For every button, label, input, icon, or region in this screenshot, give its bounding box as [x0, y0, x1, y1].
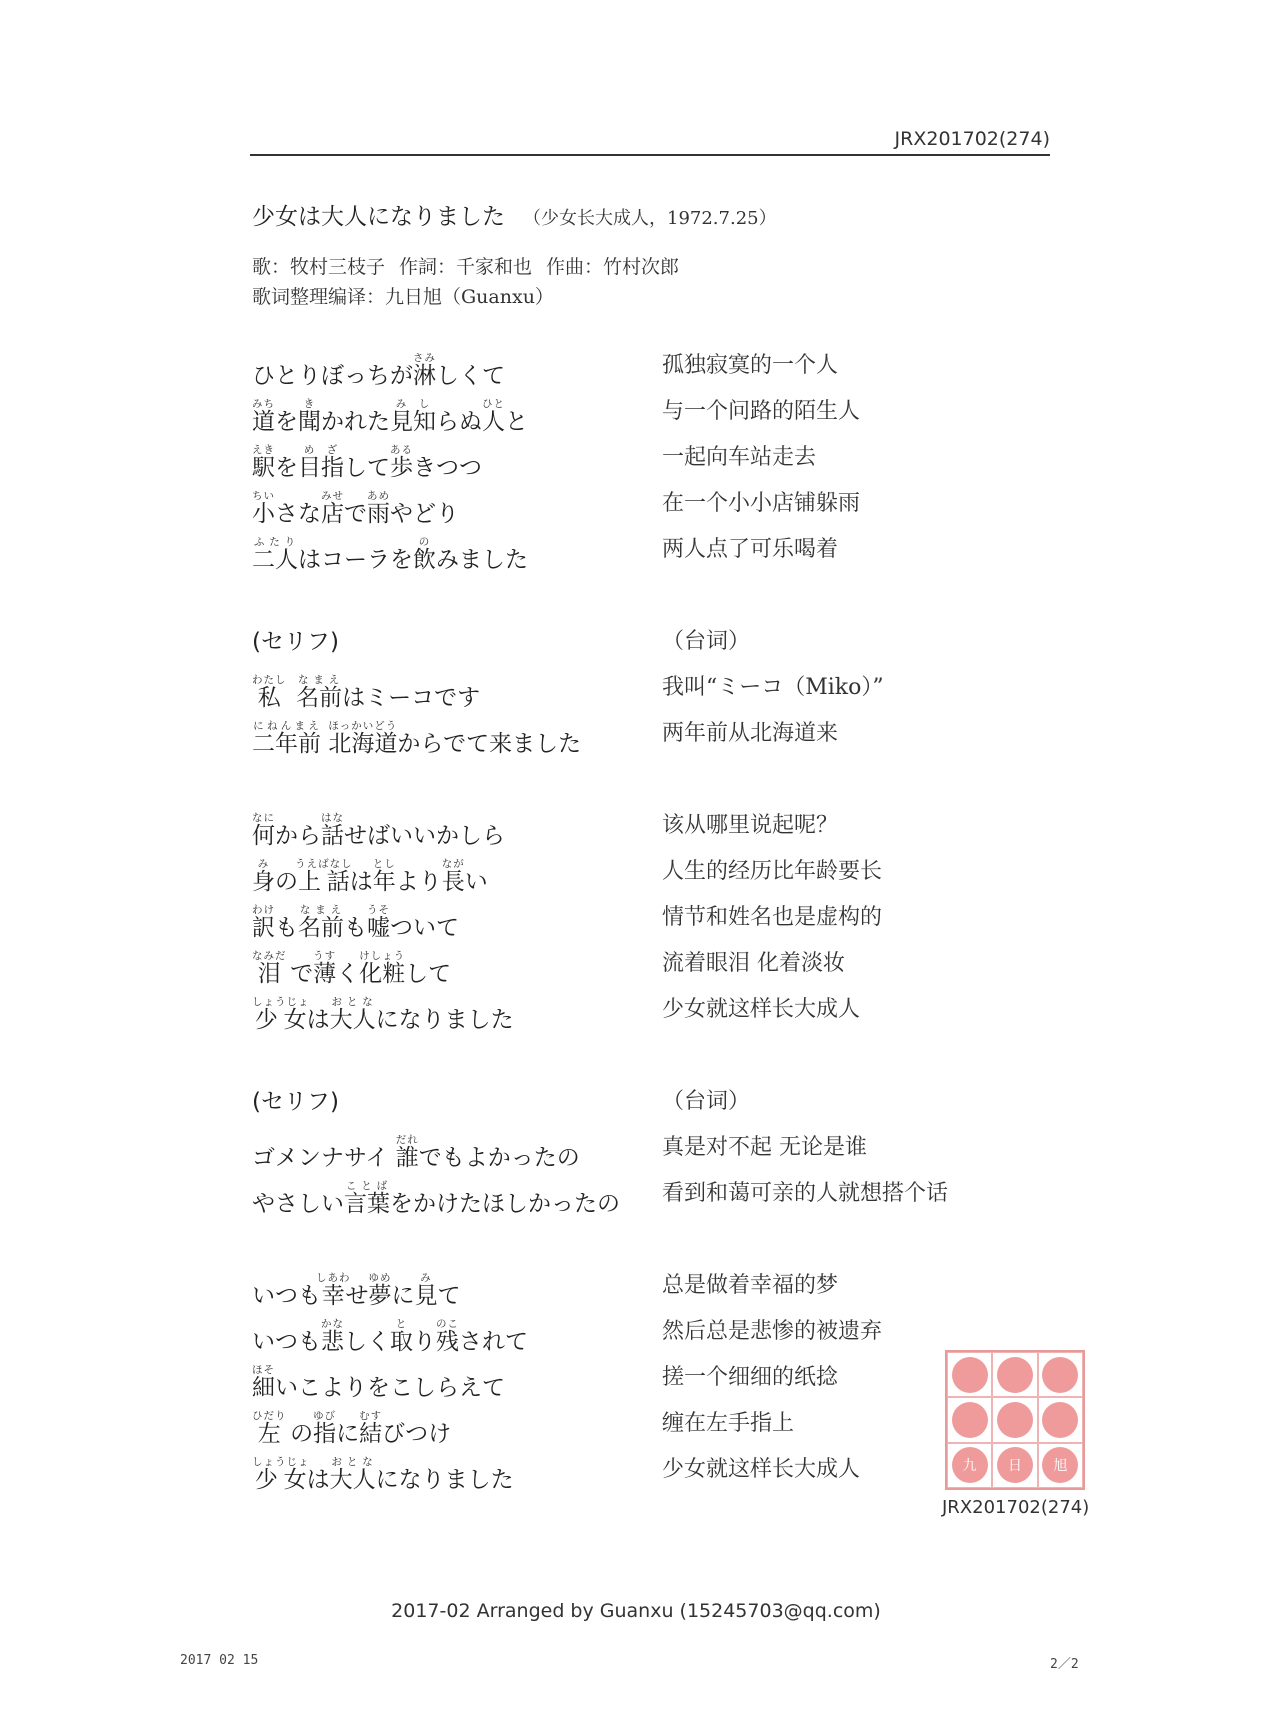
seal-dot: 旭	[1042, 1447, 1078, 1483]
lyric-cn: 搓一个细细的纸捻	[662, 1365, 839, 1390]
serifu-heading	[252, 1088, 1072, 1134]
credits-line	[252, 252, 679, 279]
lyric-cn: 我叫“ミーコ（Miko）”	[662, 675, 884, 700]
lyric-jp: 細ほそいこよりをこしらえて	[252, 1364, 505, 1401]
lyric-line	[252, 720, 1072, 766]
footer-date: 2017 02 15	[180, 1653, 259, 1668]
lyric-line	[252, 904, 1072, 950]
title-sub: （少女长大成人，1972.7.25）	[523, 208, 777, 229]
lyric-line	[252, 398, 1072, 444]
serifu-label-jp: (セリフ)	[252, 1089, 339, 1115]
lyric-cn: 两年前从北海道来	[662, 721, 839, 746]
lyric-line	[252, 812, 1072, 858]
song-title	[252, 198, 777, 231]
lyric-jp: 訳わけも名前なまえも嘘うそついて	[252, 904, 459, 941]
arranger-line: 歌词整理编译：九日旭（Guanxu）	[252, 286, 554, 308]
stamp-code: JRX201702(274)	[942, 1497, 1090, 1518]
seal-dot: 九	[952, 1447, 988, 1483]
lyric-cn: 人生的经历比年龄要长	[662, 859, 883, 884]
lyric-cn: 总是做着幸福的梦	[662, 1273, 839, 1298]
lyric-cn: 看到和蔼可亲的人就想搭个话	[662, 1181, 949, 1206]
lyric-jp: 泪なみだ で薄うすく化粧けしょうして	[252, 950, 452, 987]
lyric-line	[252, 1134, 1072, 1180]
lyric-jp: 左ひだり の指ゆびに結むすびつけ	[252, 1410, 452, 1447]
lyric-jp: 私わたし 名前なまえはミーコです	[252, 674, 481, 711]
lyric-line	[252, 858, 1072, 904]
lyric-cn: 一起向车站走去	[662, 445, 817, 470]
lyric-jp: いつも悲かなしく取とり残のこされて	[252, 1318, 528, 1355]
seal-dot: 日	[997, 1447, 1033, 1483]
lyric-jp: 二人ふたりはコーラを飲のみました	[252, 536, 528, 573]
lyric-jp: 駅えきを目指めざして歩あるきつつ	[252, 444, 482, 481]
lyric-jp: 小ちいさな店みせで雨あめやどり	[252, 490, 459, 527]
header-rule	[250, 154, 1050, 156]
seal-dot	[1042, 1357, 1078, 1393]
lyric-jp: 道みちを聞きかれた見知みしらぬ人ひとと	[252, 398, 528, 435]
lyric-jp: 少女しょうじょは大人おとなになりました	[252, 1456, 514, 1493]
lyric-cn: 然后总是悲惨的被遗弃	[662, 1319, 883, 1344]
lyric-line	[252, 1272, 1072, 1318]
lyric-line	[252, 444, 1072, 490]
lyric-cn: 该从哪里说起呢？	[662, 813, 839, 838]
lyric-line	[252, 490, 1072, 536]
serifu-heading	[252, 628, 1072, 674]
seal-dot	[1042, 1402, 1078, 1438]
seal-dot	[952, 1357, 988, 1393]
lyric-cn: 孤独寂寞的一个人	[662, 353, 839, 378]
seal-stamp	[945, 1350, 1085, 1490]
lyric-cn: 少女就这样长大成人	[662, 1457, 861, 1482]
lyric-jp: やさしい言葉ことばをかけたほしかったの	[252, 1180, 620, 1217]
lyric-jp: 身みの上話うえばなしは年としより長ながい	[252, 858, 488, 895]
lyric-cn: 少女就这样长大成人	[662, 997, 861, 1022]
serifu-label-jp: (セリフ)	[252, 629, 339, 655]
lyric-cn: 情节和姓名也是虚构的	[662, 905, 883, 930]
lyric-line	[252, 352, 1072, 398]
serifu-label-cn: （台词）	[662, 1089, 751, 1114]
lyric-jp: 少女しょうじょは大人おとなになりました	[252, 996, 514, 1033]
page-number: 2／2	[1050, 1657, 1079, 1672]
lyric-cn: 两人点了可乐喝着	[662, 537, 839, 562]
lyric-jp: ひとりぼっちが淋さみしくて	[252, 352, 505, 389]
document-code: JRX201702(274)	[894, 128, 1050, 150]
lyric-cn: 缠在左手指上	[662, 1411, 795, 1436]
seal-dot	[952, 1402, 988, 1438]
lyricist: 作詞：千家和也	[399, 256, 533, 278]
lyric-jp: ゴメンナサイ 誰だれでもよかったの	[252, 1134, 580, 1171]
serifu-label-cn: （台词）	[662, 629, 751, 654]
lyric-line	[252, 996, 1072, 1042]
lyric-jp: 二年前にねんまえ 北海道ほっかいどうからでて来ました	[252, 720, 582, 757]
lyric-cn: 流着眼泪 化着淡妆	[662, 951, 845, 976]
composer: 作曲：竹村次郎	[546, 256, 680, 278]
footer-credit: 2017-02 Arranged by Guanxu (15245703@qq.com)	[391, 1600, 881, 1622]
seal-dot	[997, 1357, 1033, 1393]
lyric-cn: 在一个小小店铺躲雨	[662, 491, 861, 516]
lyric-line	[252, 674, 1072, 720]
lyric-line	[252, 536, 1072, 582]
singer: 歌：牧村三枝子	[252, 256, 386, 278]
lyric-jp: いつも幸しあわせ夢ゆめに見みて	[252, 1272, 461, 1309]
lyric-jp: 何なにから話はなせばいいかしら	[252, 812, 505, 849]
lyric-line	[252, 1180, 1072, 1226]
lyric-cn: 真是对不起 无论是谁	[662, 1135, 867, 1160]
title-main: 少女は大人になりました	[252, 204, 505, 230]
lyric-line	[252, 950, 1072, 996]
lyric-cn: 与一个问路的陌生人	[662, 399, 861, 424]
seal-dot	[997, 1402, 1033, 1438]
